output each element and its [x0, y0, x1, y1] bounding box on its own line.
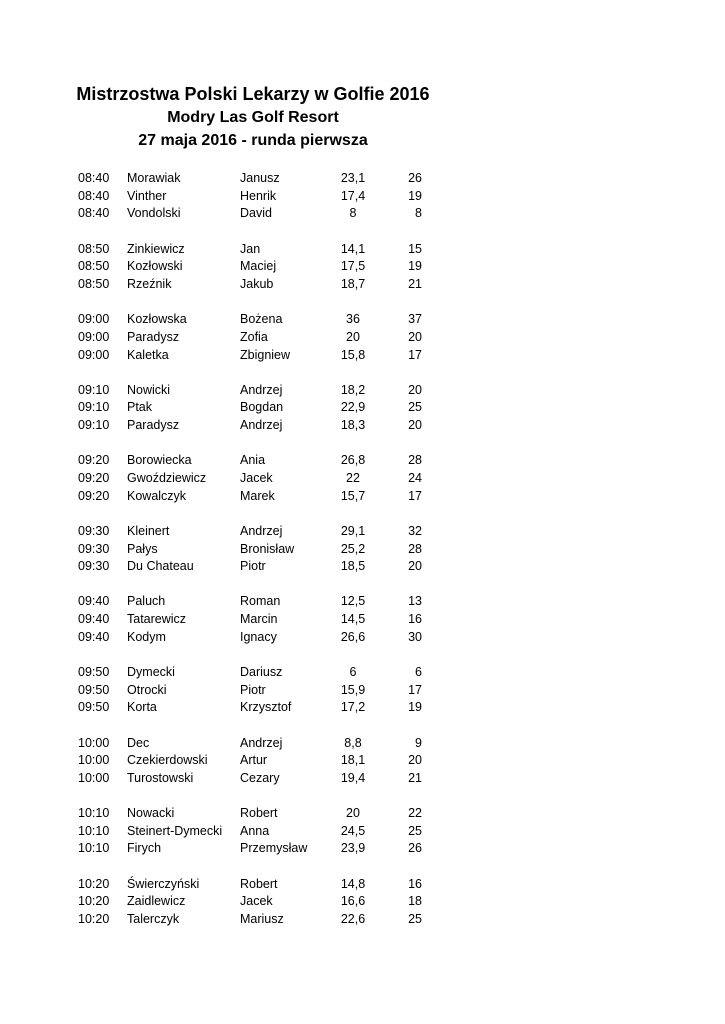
- last-name: Steinert-Dymecki: [127, 823, 223, 838]
- playing-handicap: 8: [415, 206, 422, 221]
- tee-time: 09:50: [78, 700, 110, 715]
- table-row: [0, 276, 725, 294]
- first-name: Maciej: [240, 259, 277, 274]
- first-name: Jan: [240, 241, 261, 256]
- playing-handicap: 26: [408, 171, 422, 185]
- table-row: [0, 382, 725, 400]
- last-name: Paradysz: [127, 329, 180, 344]
- last-name: Nowacki: [127, 806, 175, 821]
- handicap-index: 14,1: [340, 241, 366, 256]
- tee-time: 09:30: [78, 523, 110, 538]
- playing-handicap: 19: [408, 259, 422, 274]
- playing-handicap: 21: [408, 276, 422, 291]
- table-row: [0, 329, 725, 347]
- first-name: David: [240, 206, 272, 221]
- tee-group: [0, 593, 725, 646]
- table-row: [0, 805, 725, 823]
- table-row: [0, 682, 725, 700]
- first-name: Bronisław: [240, 541, 295, 556]
- handicap-index: 24,5: [340, 823, 366, 838]
- playing-handicap: 13: [408, 594, 422, 609]
- tee-group: [0, 805, 725, 858]
- table-row: [0, 629, 725, 647]
- playing-handicap: 17: [408, 682, 422, 697]
- playing-handicap: 19: [408, 700, 422, 715]
- handicap-index: 18,7: [340, 276, 366, 291]
- last-name: Kodym: [127, 629, 166, 644]
- tee-time: 10:20: [78, 912, 110, 926]
- handicap-index: 22,9: [340, 400, 366, 415]
- last-name: Nowicki: [127, 382, 171, 397]
- first-name: Ignacy: [240, 629, 277, 644]
- handicap-index: 15,7: [340, 488, 366, 503]
- playing-handicap: 28: [408, 453, 422, 468]
- tee-time: 10:00: [78, 735, 110, 750]
- playing-handicap: 25: [408, 823, 422, 838]
- last-name: Kozłowska: [127, 312, 187, 327]
- last-name: Du Chateau: [127, 559, 194, 574]
- handicap-index: 18,5: [340, 559, 366, 574]
- handicap-index: 17,2: [340, 700, 366, 715]
- table-row: [0, 205, 725, 223]
- handicap-index: 14,8: [340, 876, 366, 891]
- last-name: Talerczyk: [127, 912, 180, 926]
- first-name: Piotr: [240, 559, 266, 574]
- last-name: Czekierdowski: [127, 753, 208, 768]
- tee-time: 09:00: [78, 347, 110, 362]
- handicap-index: 26,6: [340, 629, 366, 644]
- tee-time: 08:50: [78, 276, 110, 291]
- last-name: Paluch: [127, 594, 166, 609]
- first-name: Robert: [240, 876, 278, 891]
- table-row: [0, 893, 725, 911]
- handicap-index: 12,5: [340, 594, 366, 609]
- handicap-index: 20: [346, 329, 360, 344]
- table-row: [0, 188, 725, 206]
- playing-handicap: 30: [408, 629, 422, 644]
- tee-time: 09:40: [78, 612, 110, 627]
- table-row: [0, 823, 725, 841]
- last-name: Zaidlewicz: [127, 894, 186, 909]
- first-name: Bożena: [240, 312, 283, 327]
- last-name: Vinther: [127, 188, 167, 203]
- tee-times-table: [0, 170, 725, 946]
- last-name: Dec: [127, 735, 150, 750]
- last-name: Kozłowski: [127, 259, 183, 274]
- tee-time: 09:20: [78, 453, 110, 468]
- first-name: Ania: [240, 453, 266, 468]
- first-name: Roman: [240, 594, 281, 609]
- first-name: Bogdan: [240, 400, 284, 415]
- playing-handicap: 18: [408, 894, 422, 909]
- playing-handicap: 24: [408, 470, 422, 485]
- table-row: [0, 417, 725, 435]
- playing-handicap: 22: [408, 806, 422, 821]
- handicap-index: 18,1: [340, 753, 366, 768]
- handicap-index: 17,5: [340, 259, 366, 274]
- first-name: Andrzej: [240, 735, 283, 750]
- tee-group: [0, 170, 725, 223]
- handicap-index: 23,9: [340, 841, 366, 856]
- handicap-index: 36: [346, 312, 360, 327]
- tee-time: 09:20: [78, 488, 110, 503]
- first-name: Andrzej: [240, 382, 283, 397]
- playing-handicap: 20: [408, 418, 422, 433]
- first-name: Andrzej: [240, 523, 283, 538]
- tee-group: [0, 876, 725, 929]
- playing-handicap: 6: [415, 664, 422, 679]
- first-name: Anna: [240, 823, 270, 838]
- first-name: Dariusz: [240, 664, 283, 679]
- handicap-index: 18,3: [340, 418, 366, 433]
- tee-group: [0, 452, 725, 505]
- last-name: Morawiak: [127, 171, 181, 185]
- tee-time: 08:40: [78, 171, 110, 185]
- tee-time: 09:30: [78, 541, 110, 556]
- table-row: [0, 770, 725, 788]
- first-name: Andrzej: [240, 418, 283, 433]
- handicap-index: 22: [346, 470, 360, 485]
- handicap-index: 17,4: [340, 188, 366, 203]
- playing-handicap: 25: [408, 400, 422, 415]
- handicap-index: 15,8: [340, 347, 366, 362]
- table-row: [0, 523, 725, 541]
- last-name: Gwoździewicz: [127, 470, 207, 485]
- first-name: Marcin: [240, 612, 278, 627]
- tee-time: 09:00: [78, 329, 110, 344]
- playing-handicap: 32: [408, 523, 422, 538]
- tee-group: [0, 735, 725, 788]
- handicap-index: 8: [349, 206, 357, 221]
- tee-time: 09:00: [78, 312, 110, 327]
- last-name: Otrocki: [127, 682, 167, 697]
- handicap-index: 18,2: [340, 382, 366, 397]
- playing-handicap: 26: [408, 841, 422, 856]
- playing-handicap: 17: [408, 488, 422, 503]
- tee-time: 08:40: [78, 206, 110, 221]
- first-name: Henrik: [240, 188, 277, 203]
- table-row: [0, 488, 725, 506]
- handicap-index: 22,6: [340, 912, 366, 926]
- tee-time: 10:20: [78, 894, 110, 909]
- first-name: Zbigniew: [240, 347, 291, 362]
- last-name: Kleinert: [127, 523, 170, 538]
- playing-handicap: 20: [408, 753, 422, 768]
- tee-time: 09:40: [78, 629, 110, 644]
- last-name: Zinkiewicz: [127, 241, 185, 256]
- date-round-subtitle: 27 maja 2016 - runda pierwsza: [138, 132, 368, 149]
- table-row: [0, 876, 725, 894]
- last-name: Borowiecka: [127, 453, 192, 468]
- first-name: Jakub: [240, 276, 274, 291]
- handicap-index: 26,8: [340, 453, 366, 468]
- tee-time: 08:50: [78, 259, 110, 274]
- first-name: Marek: [240, 488, 275, 503]
- first-name: Artur: [240, 753, 268, 768]
- tee-group: [0, 241, 725, 294]
- tee-time: 09:50: [78, 664, 110, 679]
- playing-handicap: 28: [408, 541, 422, 556]
- table-row: [0, 664, 725, 682]
- handicap-index: 16,6: [340, 894, 366, 909]
- table-row: [0, 611, 725, 629]
- handicap-index: 20: [346, 806, 360, 821]
- last-name: Pałys: [127, 541, 158, 556]
- playing-handicap: 19: [408, 188, 422, 203]
- first-name: Cezary: [240, 770, 280, 785]
- first-name: Krzysztof: [240, 700, 292, 715]
- handicap-index: 8,8: [344, 735, 362, 750]
- table-row: [0, 911, 725, 929]
- last-name: Dymecki: [127, 664, 175, 679]
- handicap-index: 25,2: [340, 541, 366, 556]
- first-name: Janusz: [240, 171, 280, 185]
- playing-handicap: 21: [408, 770, 422, 785]
- tee-group: [0, 664, 725, 717]
- tee-time: 10:10: [78, 806, 110, 821]
- playing-handicap: 9: [415, 735, 422, 750]
- table-row: [0, 258, 725, 276]
- tee-time: 09:10: [78, 418, 110, 433]
- playing-handicap: 16: [408, 876, 422, 891]
- last-name: Turostowski: [127, 770, 194, 785]
- last-name: Kaletka: [127, 347, 169, 362]
- tee-time: 09:30: [78, 559, 110, 574]
- handicap-index: 29,1: [340, 523, 366, 538]
- tee-time: 10:10: [78, 823, 110, 838]
- first-name: Robert: [240, 806, 278, 821]
- page-title: Mistrzostwa Polski Lekarzy w Golfie 2016: [76, 84, 430, 104]
- tee-time: 08:40: [78, 188, 110, 203]
- venue-subtitle: Modry Las Golf Resort: [167, 109, 339, 126]
- first-name: Jacek: [240, 894, 273, 909]
- table-row: [0, 699, 725, 717]
- table-row: [0, 170, 725, 188]
- playing-handicap: 15: [408, 241, 422, 256]
- playing-handicap: 25: [408, 912, 422, 926]
- tee-time: 09:20: [78, 470, 110, 485]
- last-name: Firych: [127, 841, 162, 856]
- last-name: Korta: [127, 700, 157, 715]
- table-row: [0, 541, 725, 559]
- table-row: [0, 311, 725, 329]
- first-name: Zofia: [240, 329, 268, 344]
- first-name: Przemysław: [240, 841, 308, 856]
- table-row: [0, 735, 725, 753]
- tee-time: 10:00: [78, 770, 110, 785]
- last-name: Kowalczyk: [127, 488, 187, 503]
- tee-time: 10:00: [78, 753, 110, 768]
- handicap-index: 15,9: [340, 682, 366, 697]
- tee-group: [0, 523, 725, 576]
- table-row: [0, 840, 725, 858]
- table-row: [0, 593, 725, 611]
- playing-handicap: 37: [408, 312, 422, 327]
- first-name: Jacek: [240, 470, 273, 485]
- first-name: Piotr: [240, 682, 266, 697]
- last-name: Ptak: [127, 400, 153, 415]
- handicap-index: 14,5: [340, 612, 366, 627]
- table-row: [0, 752, 725, 770]
- table-row: [0, 470, 725, 488]
- table-row: [0, 399, 725, 417]
- playing-handicap: 16: [408, 612, 422, 627]
- tee-group: [0, 382, 725, 435]
- handicap-index: 23,1: [340, 171, 366, 185]
- last-name: Tatarewicz: [127, 612, 187, 627]
- last-name: Vondolski: [127, 206, 181, 221]
- tee-time: 10:20: [78, 876, 110, 891]
- last-name: Rzeźnik: [127, 276, 172, 291]
- last-name: Paradysz: [127, 418, 180, 433]
- table-row: [0, 558, 725, 576]
- playing-handicap: 20: [408, 559, 422, 574]
- tee-time: 10:10: [78, 841, 110, 856]
- tee-time: 09:10: [78, 400, 110, 415]
- tee-group: [0, 311, 725, 364]
- tee-time: 09:50: [78, 682, 110, 697]
- last-name: Świerczyński: [127, 876, 200, 891]
- tee-time: 09:10: [78, 382, 110, 397]
- handicap-index: 6: [349, 664, 357, 679]
- playing-handicap: 20: [408, 329, 422, 344]
- playing-handicap: 17: [408, 347, 422, 362]
- playing-handicap: 20: [408, 382, 422, 397]
- first-name: Mariusz: [240, 912, 284, 926]
- table-row: [0, 452, 725, 470]
- table-row: [0, 347, 725, 365]
- handicap-index: 19,4: [340, 770, 366, 785]
- table-row: [0, 241, 725, 259]
- tee-time: 09:40: [78, 594, 110, 609]
- tee-time: 08:50: [78, 241, 110, 256]
